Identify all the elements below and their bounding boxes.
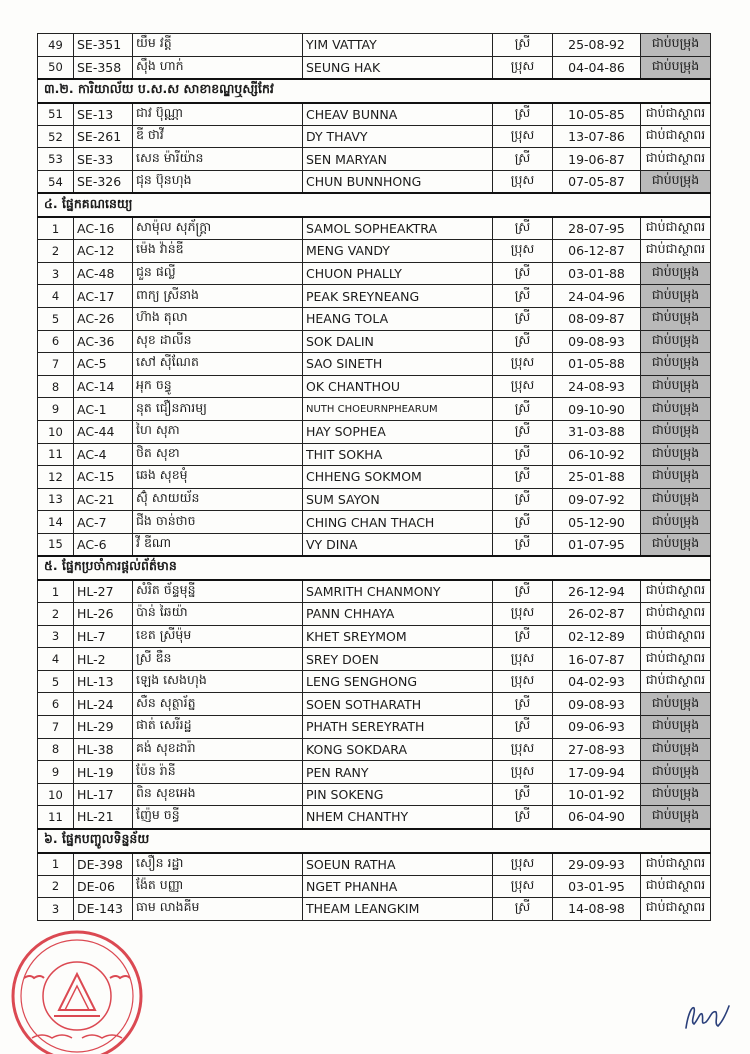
candidate-code-cell: AC-14 bbox=[74, 375, 133, 398]
table-row bbox=[38, 420, 711, 443]
sex-cell: ប្រុស bbox=[493, 56, 553, 79]
result-status-cell: ជាប់ជាស្ថាពរ bbox=[641, 603, 711, 626]
latin-name-cell: SAMRITH CHANMONY bbox=[303, 580, 493, 603]
row-number-cell: 5 bbox=[38, 307, 74, 330]
table-row bbox=[38, 148, 711, 171]
table-row bbox=[38, 783, 711, 806]
birth-date-cell: 31-03-88 bbox=[553, 420, 641, 443]
result-status-cell: ជាប់បម្រុង bbox=[641, 420, 711, 443]
latin-name-cell: LENG SENGHONG bbox=[303, 670, 493, 693]
result-status-cell: ជាប់បម្រុង bbox=[641, 466, 711, 489]
row-number-cell: 4 bbox=[38, 285, 74, 308]
birth-date-cell: 05-12-90 bbox=[553, 511, 641, 534]
result-status-cell: ជាប់បម្រុង bbox=[641, 170, 711, 193]
result-status-cell: ជាប់ជាស្ថាពរ bbox=[641, 240, 711, 263]
birth-date-cell: 06-12-87 bbox=[553, 240, 641, 263]
table-row bbox=[38, 103, 711, 126]
latin-name-cell: NUTH CHOEURNPHEARUM bbox=[303, 398, 493, 421]
row-number-cell: 1 bbox=[38, 580, 74, 603]
sex-cell: ប្រុស bbox=[493, 353, 553, 376]
birth-date-cell: 14-08-98 bbox=[553, 898, 641, 921]
khmer-name-cell: នុត ជឿនភារម្យ bbox=[133, 398, 303, 421]
table-row bbox=[38, 603, 711, 626]
birth-date-cell: 28-07-95 bbox=[553, 217, 641, 240]
latin-name-cell: SOEN SOTHARATH bbox=[303, 693, 493, 716]
result-status-cell: ជាប់បម្រុង bbox=[641, 511, 711, 534]
candidate-code-cell: HL-26 bbox=[74, 603, 133, 626]
row-number-cell: 12 bbox=[38, 466, 74, 489]
latin-name-cell: SOK DALIN bbox=[303, 330, 493, 353]
sex-cell: ស្រី bbox=[493, 716, 553, 739]
khmer-name-cell: យឹម វត្តី bbox=[133, 34, 303, 57]
khmer-name-cell: ថិត សុខា bbox=[133, 443, 303, 466]
khmer-name-cell: ឌី ថាវី bbox=[133, 125, 303, 148]
sex-cell: ប្រុស bbox=[493, 853, 553, 876]
birth-date-cell: 08-09-87 bbox=[553, 307, 641, 330]
row-number-cell: 52 bbox=[38, 125, 74, 148]
birth-date-cell: 06-10-92 bbox=[553, 443, 641, 466]
candidate-code-cell: SE-351 bbox=[74, 34, 133, 57]
sex-cell: ប្រុស bbox=[493, 670, 553, 693]
birth-date-cell: 17-09-94 bbox=[553, 761, 641, 784]
candidate-code-cell: SE-358 bbox=[74, 56, 133, 79]
sex-cell: ប្រុស bbox=[493, 648, 553, 671]
table-row bbox=[38, 466, 711, 489]
khmer-name-cell: ជុន ប៊ុនហុង bbox=[133, 170, 303, 193]
latin-name-cell: SUM SAYON bbox=[303, 488, 493, 511]
latin-name-cell: NGET PHANHA bbox=[303, 875, 493, 898]
khmer-name-cell: ស៊ុំ សាយយ័ន bbox=[133, 488, 303, 511]
table-row bbox=[38, 56, 711, 79]
row-number-cell: 8 bbox=[38, 738, 74, 761]
khmer-name-cell: ប៉ែន រ៉ានី bbox=[133, 761, 303, 784]
result-status-cell: ជាប់ជាស្ថាពរ bbox=[641, 853, 711, 876]
handwritten-signature bbox=[682, 1000, 732, 1034]
section-header-row bbox=[38, 829, 711, 853]
candidate-code-cell: AC-26 bbox=[74, 307, 133, 330]
table-row bbox=[38, 693, 711, 716]
candidate-code-cell: AC-16 bbox=[74, 217, 133, 240]
result-status-cell: ជាប់បម្រុង bbox=[641, 783, 711, 806]
khmer-name-cell: ប៉ាន់ ឆៃយ៉ា bbox=[133, 603, 303, 626]
khmer-name-cell: សាម៉ុល សុភ័ក្ត្រា bbox=[133, 217, 303, 240]
table-row bbox=[38, 511, 711, 534]
candidate-code-cell: HL-27 bbox=[74, 580, 133, 603]
staff-roster-table bbox=[37, 33, 711, 921]
birth-date-cell: 27-08-93 bbox=[553, 738, 641, 761]
latin-name-cell: SAMOL SOPHEAKTRA bbox=[303, 217, 493, 240]
khmer-name-cell: ញ៉ែម ចន្ធី bbox=[133, 806, 303, 829]
candidate-code-cell: AC-17 bbox=[74, 285, 133, 308]
result-status-cell: ជាប់បម្រុង bbox=[641, 330, 711, 353]
table-row bbox=[38, 170, 711, 193]
latin-name-cell: MENG VANDY bbox=[303, 240, 493, 263]
candidate-code-cell: AC-5 bbox=[74, 353, 133, 376]
result-status-cell: ជាប់ជាស្ថាពរ bbox=[641, 103, 711, 126]
latin-name-cell: CHEAV BUNNA bbox=[303, 103, 493, 126]
latin-name-cell: SEUNG HAK bbox=[303, 56, 493, 79]
row-number-cell: 1 bbox=[38, 853, 74, 876]
sex-cell: ស្រី bbox=[493, 285, 553, 308]
birth-date-cell: 04-04-86 bbox=[553, 56, 641, 79]
khmer-name-cell: ម៉េង វ៉ាន់ឌី bbox=[133, 240, 303, 263]
result-status-cell: ជាប់ជាស្ថាពរ bbox=[641, 580, 711, 603]
sex-cell: ស្រី bbox=[493, 148, 553, 171]
khmer-name-cell: សៅ ស៊ីណែត bbox=[133, 353, 303, 376]
sex-cell: ប្រុស bbox=[493, 170, 553, 193]
khmer-name-cell: គង់ សុខដារ៉ា bbox=[133, 738, 303, 761]
row-number-cell: 8 bbox=[38, 375, 74, 398]
latin-name-cell: PEAK SREYNEANG bbox=[303, 285, 493, 308]
latin-name-cell: PEN RANY bbox=[303, 761, 493, 784]
khmer-name-cell: ជួន ផល្លី bbox=[133, 262, 303, 285]
candidate-code-cell: HL-17 bbox=[74, 783, 133, 806]
row-number-cell: 9 bbox=[38, 398, 74, 421]
section-title: ៣.២. ការិយាល័យ ប.ស.ស សាខាខណ្ឌឬស្សីកែវ bbox=[38, 79, 711, 103]
row-number-cell: 1 bbox=[38, 217, 74, 240]
row-number-cell: 54 bbox=[38, 170, 74, 193]
latin-name-cell: THIT SOKHA bbox=[303, 443, 493, 466]
result-status-cell: ជាប់បម្រុង bbox=[641, 716, 711, 739]
sex-cell: ប្រុស bbox=[493, 875, 553, 898]
section-header-row bbox=[38, 193, 711, 217]
khmer-name-cell: សេន ម៉ារីយ៉ាន bbox=[133, 148, 303, 171]
candidate-code-cell: HL-38 bbox=[74, 738, 133, 761]
latin-name-cell: THEAM LEANGKIM bbox=[303, 898, 493, 921]
latin-name-cell: SEN MARYAN bbox=[303, 148, 493, 171]
latin-name-cell: NHEM CHANTHY bbox=[303, 806, 493, 829]
table-row bbox=[38, 285, 711, 308]
result-status-cell: ជាប់បម្រុង bbox=[641, 761, 711, 784]
table-row bbox=[38, 716, 711, 739]
sex-cell: ស្រី bbox=[493, 466, 553, 489]
birth-date-cell: 09-08-93 bbox=[553, 693, 641, 716]
birth-date-cell: 25-08-92 bbox=[553, 34, 641, 57]
candidate-code-cell: AC-21 bbox=[74, 488, 133, 511]
result-status-cell: ជាប់បម្រុង bbox=[641, 533, 711, 556]
table-row bbox=[38, 580, 711, 603]
khmer-name-cell: ពាក្យ ស្រីនាង bbox=[133, 285, 303, 308]
sex-cell: ស្រី bbox=[493, 217, 553, 240]
table-row bbox=[38, 670, 711, 693]
khmer-name-cell: ហ៊ាង តុលា bbox=[133, 307, 303, 330]
birth-date-cell: 07-05-87 bbox=[553, 170, 641, 193]
birth-date-cell: 09-08-93 bbox=[553, 330, 641, 353]
result-status-cell: ជាប់ជាស្ថាពរ bbox=[641, 670, 711, 693]
row-number-cell: 51 bbox=[38, 103, 74, 126]
latin-name-cell: CHHENG SOKMOM bbox=[303, 466, 493, 489]
khmer-name-cell: ឡេង សេងហុង bbox=[133, 670, 303, 693]
latin-name-cell: PHATH SEREYRATH bbox=[303, 716, 493, 739]
sex-cell: ប្រុស bbox=[493, 125, 553, 148]
table-row bbox=[38, 625, 711, 648]
section-header-row bbox=[38, 79, 711, 103]
khmer-name-cell: ពិន សុខអេង bbox=[133, 783, 303, 806]
candidate-code-cell: AC-12 bbox=[74, 240, 133, 263]
sex-cell: ប្រុស bbox=[493, 761, 553, 784]
sex-cell: ប្រុស bbox=[493, 240, 553, 263]
row-number-cell: 2 bbox=[38, 603, 74, 626]
latin-name-cell: PIN SOKENG bbox=[303, 783, 493, 806]
result-status-cell: ជាប់ជាស្ថាពរ bbox=[641, 898, 711, 921]
candidate-code-cell: HL-29 bbox=[74, 716, 133, 739]
sex-cell: ស្រី bbox=[493, 511, 553, 534]
candidate-code-cell: SE-33 bbox=[74, 148, 133, 171]
khmer-name-cell: ស៊ឹង ហាក់ bbox=[133, 56, 303, 79]
latin-name-cell: HAY SOPHEA bbox=[303, 420, 493, 443]
row-number-cell: 7 bbox=[38, 353, 74, 376]
roster-body bbox=[38, 34, 711, 921]
latin-name-cell: PANN CHHAYA bbox=[303, 603, 493, 626]
table-row bbox=[38, 443, 711, 466]
candidate-code-cell: HL-19 bbox=[74, 761, 133, 784]
section-title: ៤. ផ្នែកគណនេយ្យ bbox=[38, 193, 711, 217]
birth-date-cell: 13-07-86 bbox=[553, 125, 641, 148]
candidate-code-cell: AC-44 bbox=[74, 420, 133, 443]
birth-date-cell: 16-07-87 bbox=[553, 648, 641, 671]
sex-cell: ស្រី bbox=[493, 693, 553, 716]
result-status-cell: ជាប់បម្រុង bbox=[641, 353, 711, 376]
latin-name-cell: DY THAVY bbox=[303, 125, 493, 148]
table-row bbox=[38, 533, 711, 556]
khmer-name-cell: សឺន សុត្ថារ័ត្ន bbox=[133, 693, 303, 716]
row-number-cell: 2 bbox=[38, 240, 74, 263]
table-row bbox=[38, 398, 711, 421]
sex-cell: ស្រី bbox=[493, 533, 553, 556]
table-row bbox=[38, 806, 711, 829]
latin-name-cell: CHING CHAN THACH bbox=[303, 511, 493, 534]
candidate-code-cell: DE-06 bbox=[74, 875, 133, 898]
latin-name-cell: OK CHANTHOU bbox=[303, 375, 493, 398]
birth-date-cell: 10-05-85 bbox=[553, 103, 641, 126]
birth-date-cell: 10-01-92 bbox=[553, 783, 641, 806]
khmer-name-cell: សឿន រដ្ឋា bbox=[133, 853, 303, 876]
candidate-code-cell: AC-48 bbox=[74, 262, 133, 285]
row-number-cell: 11 bbox=[38, 443, 74, 466]
row-number-cell: 13 bbox=[38, 488, 74, 511]
khmer-name-cell: អុក ចន្ធូ bbox=[133, 375, 303, 398]
birth-date-cell: 01-07-95 bbox=[553, 533, 641, 556]
row-number-cell: 3 bbox=[38, 898, 74, 921]
row-number-cell: 6 bbox=[38, 330, 74, 353]
sex-cell: ស្រី bbox=[493, 103, 553, 126]
birth-date-cell: 02-12-89 bbox=[553, 625, 641, 648]
latin-name-cell: SOEUN RATHA bbox=[303, 853, 493, 876]
latin-name-cell: SAO SINETH bbox=[303, 353, 493, 376]
birth-date-cell: 26-12-94 bbox=[553, 580, 641, 603]
sex-cell: ប្រុស bbox=[493, 375, 553, 398]
result-status-cell: ជាប់បម្រុង bbox=[641, 488, 711, 511]
sex-cell: ស្រី bbox=[493, 806, 553, 829]
result-status-cell: ជាប់បម្រុង bbox=[641, 34, 711, 57]
result-status-cell: ជាប់បម្រុង bbox=[641, 398, 711, 421]
latin-name-cell: KONG SOKDARA bbox=[303, 738, 493, 761]
candidate-code-cell: DE-398 bbox=[74, 853, 133, 876]
section-header-row bbox=[38, 556, 711, 580]
candidate-code-cell: SE-261 bbox=[74, 125, 133, 148]
latin-name-cell: CHUN BUNNHONG bbox=[303, 170, 493, 193]
row-number-cell: 4 bbox=[38, 648, 74, 671]
candidate-code-cell: HL-2 bbox=[74, 648, 133, 671]
result-status-cell: ជាប់បម្រុង bbox=[641, 285, 711, 308]
table-row bbox=[38, 375, 711, 398]
birth-date-cell: 24-04-96 bbox=[553, 285, 641, 308]
table-row bbox=[38, 875, 711, 898]
latin-name-cell: KHET SREYMOM bbox=[303, 625, 493, 648]
row-number-cell: 9 bbox=[38, 761, 74, 784]
birth-date-cell: 09-06-93 bbox=[553, 716, 641, 739]
result-status-cell: ជាប់ជាស្ថាពរ bbox=[641, 625, 711, 648]
result-status-cell: ជាប់ជាស្ថាពរ bbox=[641, 148, 711, 171]
khmer-name-cell: ស្រី ឌឺន bbox=[133, 648, 303, 671]
latin-name-cell: HEANG TOLA bbox=[303, 307, 493, 330]
candidate-code-cell: DE-143 bbox=[74, 898, 133, 921]
result-status-cell: ជាប់បម្រុង bbox=[641, 693, 711, 716]
khmer-name-cell: ង៉ែត បញ្ញា bbox=[133, 875, 303, 898]
candidate-code-cell: AC-1 bbox=[74, 398, 133, 421]
table-row bbox=[38, 648, 711, 671]
candidate-code-cell: AC-6 bbox=[74, 533, 133, 556]
result-status-cell: ជាប់ជាស្ថាពរ bbox=[641, 217, 711, 240]
result-status-cell: ជាប់បម្រុង bbox=[641, 806, 711, 829]
sex-cell: ស្រី bbox=[493, 443, 553, 466]
row-number-cell: 5 bbox=[38, 670, 74, 693]
candidate-code-cell: SE-326 bbox=[74, 170, 133, 193]
official-seal-stamp bbox=[2, 918, 152, 1054]
latin-name-cell: SREY DOEN bbox=[303, 648, 493, 671]
table-row bbox=[38, 125, 711, 148]
result-status-cell: ជាប់ជាស្ថាពរ bbox=[641, 125, 711, 148]
khmer-name-cell: ផាត់ សេរីរដ្ឋ bbox=[133, 716, 303, 739]
birth-date-cell: 03-01-95 bbox=[553, 875, 641, 898]
khmer-name-cell: សុខ ដាលីន bbox=[133, 330, 303, 353]
row-number-cell: 10 bbox=[38, 420, 74, 443]
sex-cell: ស្រី bbox=[493, 262, 553, 285]
candidate-code-cell: HL-13 bbox=[74, 670, 133, 693]
row-number-cell: 15 bbox=[38, 533, 74, 556]
table-row bbox=[38, 738, 711, 761]
candidate-code-cell: HL-24 bbox=[74, 693, 133, 716]
birth-date-cell: 24-08-93 bbox=[553, 375, 641, 398]
row-number-cell: 7 bbox=[38, 716, 74, 739]
birth-date-cell: 25-01-88 bbox=[553, 466, 641, 489]
khmer-name-cell: ខេត ស្រីម៉ុម bbox=[133, 625, 303, 648]
result-status-cell: ជាប់ជាស្ថាពរ bbox=[641, 648, 711, 671]
candidate-code-cell: AC-7 bbox=[74, 511, 133, 534]
sex-cell: ស្រី bbox=[493, 783, 553, 806]
candidate-code-cell: AC-4 bbox=[74, 443, 133, 466]
sex-cell: ស្រី bbox=[493, 625, 553, 648]
candidate-code-cell: AC-15 bbox=[74, 466, 133, 489]
birth-date-cell: 03-01-88 bbox=[553, 262, 641, 285]
result-status-cell: ជាប់បម្រុង bbox=[641, 262, 711, 285]
row-number-cell: 11 bbox=[38, 806, 74, 829]
khmer-name-cell: ឆេង សុខមុំ bbox=[133, 466, 303, 489]
sex-cell: ស្រី bbox=[493, 580, 553, 603]
result-status-cell: ជាប់បម្រុង bbox=[641, 375, 711, 398]
sex-cell: ស្រី bbox=[493, 398, 553, 421]
candidate-code-cell: HL-7 bbox=[74, 625, 133, 648]
row-number-cell: 49 bbox=[38, 34, 74, 57]
birth-date-cell: 01-05-88 bbox=[553, 353, 641, 376]
khmer-name-cell: ជីង ចាន់ថាច bbox=[133, 511, 303, 534]
khmer-name-cell: វី ឌីណា bbox=[133, 533, 303, 556]
sex-cell: ស្រី bbox=[493, 488, 553, 511]
khmer-name-cell: ហៃ សុភា bbox=[133, 420, 303, 443]
row-number-cell: 6 bbox=[38, 693, 74, 716]
table-row bbox=[38, 761, 711, 784]
row-number-cell: 3 bbox=[38, 625, 74, 648]
table-row bbox=[38, 353, 711, 376]
table-row bbox=[38, 34, 711, 57]
sex-cell: ប្រុស bbox=[493, 738, 553, 761]
row-number-cell: 3 bbox=[38, 262, 74, 285]
birth-date-cell: 09-10-90 bbox=[553, 398, 641, 421]
row-number-cell: 10 bbox=[38, 783, 74, 806]
sex-cell: ប្រុស bbox=[493, 603, 553, 626]
result-status-cell: ជាប់បម្រុង bbox=[641, 307, 711, 330]
result-status-cell: ជាប់បម្រុង bbox=[641, 56, 711, 79]
birth-date-cell: 06-04-90 bbox=[553, 806, 641, 829]
khmer-name-cell: ធាម លាងគីម bbox=[133, 898, 303, 921]
table-row bbox=[38, 853, 711, 876]
khmer-name-cell: សំរិត ច័ន្ទមុន្នី bbox=[133, 580, 303, 603]
birth-date-cell: 29-09-93 bbox=[553, 853, 641, 876]
row-number-cell: 2 bbox=[38, 875, 74, 898]
table-row bbox=[38, 330, 711, 353]
sex-cell: ស្រី bbox=[493, 34, 553, 57]
result-status-cell: ជាប់បម្រុង bbox=[641, 443, 711, 466]
table-row bbox=[38, 307, 711, 330]
birth-date-cell: 26-02-87 bbox=[553, 603, 641, 626]
table-row bbox=[38, 488, 711, 511]
table-row bbox=[38, 217, 711, 240]
latin-name-cell: YIM VATTAY bbox=[303, 34, 493, 57]
table-row bbox=[38, 262, 711, 285]
section-title: ៦. ផ្នែកបញ្ចូលទិន្នន័យ bbox=[38, 829, 711, 853]
sex-cell: ស្រី bbox=[493, 898, 553, 921]
section-title: ៥. ផ្នែកប្រចាំការផ្ដល់ព័ត៌មាន bbox=[38, 556, 711, 580]
sex-cell: ស្រី bbox=[493, 420, 553, 443]
khmer-name-cell: ជាវ ប៊ុណ្ណា bbox=[133, 103, 303, 126]
birth-date-cell: 04-02-93 bbox=[553, 670, 641, 693]
latin-name-cell: CHUON PHALLY bbox=[303, 262, 493, 285]
candidate-code-cell: AC-36 bbox=[74, 330, 133, 353]
table-row bbox=[38, 898, 711, 921]
row-number-cell: 14 bbox=[38, 511, 74, 534]
table-row bbox=[38, 240, 711, 263]
row-number-cell: 53 bbox=[38, 148, 74, 171]
result-status-cell: ជាប់ជាស្ថាពរ bbox=[641, 875, 711, 898]
birth-date-cell: 19-06-87 bbox=[553, 148, 641, 171]
birth-date-cell: 09-07-92 bbox=[553, 488, 641, 511]
candidate-code-cell: SE-13 bbox=[74, 103, 133, 126]
sex-cell: ស្រី bbox=[493, 330, 553, 353]
result-status-cell: ជាប់បម្រុង bbox=[641, 738, 711, 761]
row-number-cell: 50 bbox=[38, 56, 74, 79]
candidate-code-cell: HL-21 bbox=[74, 806, 133, 829]
sex-cell: ស្រី bbox=[493, 307, 553, 330]
latin-name-cell: VY DINA bbox=[303, 533, 493, 556]
